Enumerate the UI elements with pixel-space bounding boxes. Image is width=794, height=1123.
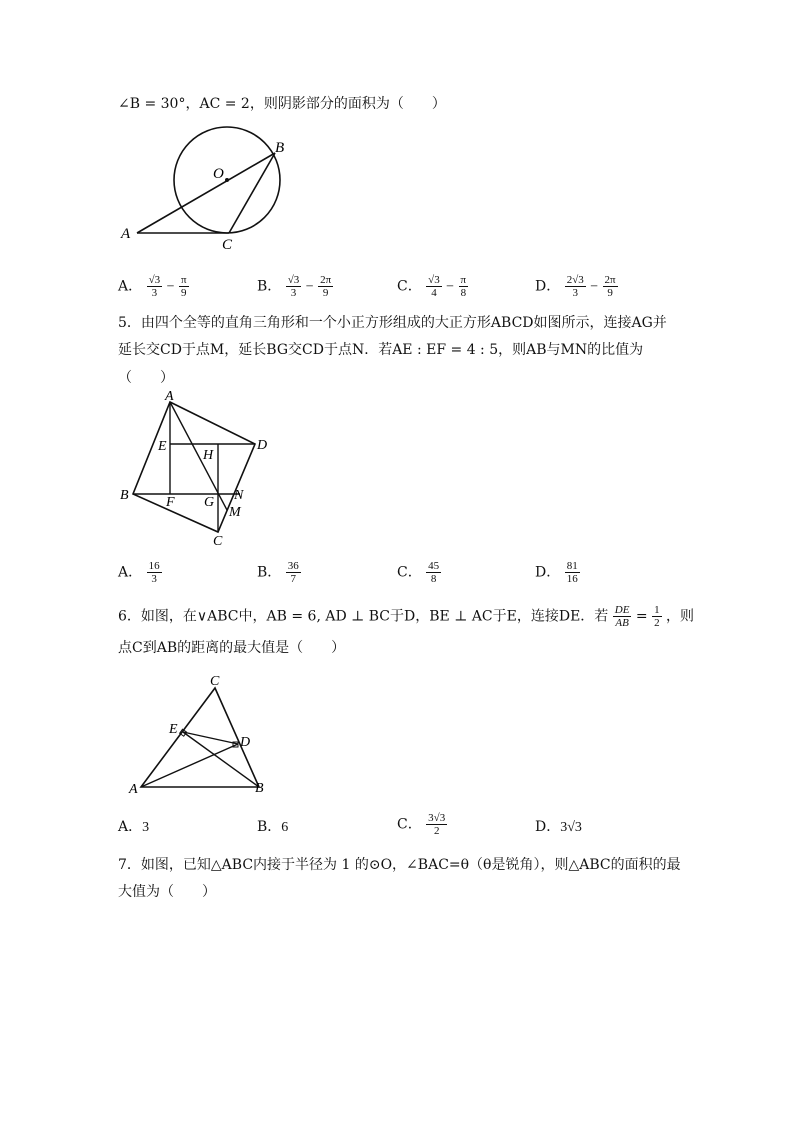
label-b: B — [275, 140, 285, 156]
svg-text:B: B — [255, 781, 264, 796]
q4-stem: ∠B = 30°，AC = 2，则阴影部分的面积为（ ） — [118, 96, 446, 112]
svg-text:D: D — [240, 735, 251, 750]
svg-text:B: B — [120, 488, 129, 503]
q7-line-2: 大值为（ ） — [118, 884, 216, 900]
q6-option-c[interactable]: C． $\frac{3√3}{2}$ — [397, 812, 446, 837]
q6-option-d[interactable]: D．3√3 — [535, 819, 582, 835]
q6-figure — [125, 672, 275, 797]
q4-option-d[interactable]: D． $\frac{2√3}{3}$ − $\frac{2\pi}{9}$ — [535, 274, 616, 299]
q5-line-3: （ ） — [118, 370, 174, 386]
q5-option-a[interactable]: A． $\frac{16}{3}$ — [118, 560, 160, 585]
svg-text:G: G — [204, 495, 215, 510]
label-o: O — [213, 166, 224, 182]
label-a: A — [121, 226, 131, 242]
svg-text:A: A — [165, 390, 174, 404]
q5-option-b[interactable]: B． $\frac{36}{7}$ — [257, 560, 299, 585]
svg-text:M: M — [229, 505, 241, 520]
svg-text:E: E — [158, 439, 167, 454]
q5-figure — [115, 390, 280, 550]
svg-text:H: H — [203, 448, 214, 463]
svg-text:N: N — [234, 488, 244, 503]
q4-option-a[interactable]: A． $\frac{√3}{3}$ − $\frac{\pi}{9}$ — [118, 274, 187, 299]
q5-line-1: 5．由四个全等的直角三角形和一个小正方形组成的大正方形ABCD如图所示，连接AG并 — [118, 315, 667, 331]
q7-line-1: 7．如图，已知△ABC内接于半径为 1 的⊙O，∠BAC=θ（θ是锐角），则△ABC的面积的最 — [118, 857, 681, 873]
segment-bc — [229, 153, 275, 233]
q4-option-c[interactable]: C． $\frac{√3}{4}$ − $\frac{\pi}{8}$ — [397, 274, 467, 299]
q6-option-a[interactable]: A．3 — [118, 819, 150, 835]
q5-line-2: 延长交CD于点M，延长BG交CD于点N．若AE : EF = 4 : 5，则AB与MN的比值为 — [118, 342, 644, 358]
svg-text:D: D — [257, 438, 268, 453]
svg-text:C: C — [213, 534, 223, 549]
segment-ab — [137, 153, 275, 233]
q6-line-1: 6．如图，在∨ABC中，AB = 6, AD ⊥ BC于D，BE ⊥ AC于E，连接DE．若 $\frac{DE}{AB}$ = $\frac{1}{2}$ ，则 — [118, 604, 695, 629]
q6-option-b[interactable]: B．6 — [257, 819, 289, 835]
svg-text:F: F — [166, 495, 175, 510]
q6-line-2: 点C到AB的距离的最大值是（ ） — [118, 640, 346, 656]
q4-option-b[interactable]: B． $\frac{√3}{3}$ − $\frac{2\pi}{9}$ — [257, 274, 332, 299]
q4-figure — [115, 125, 295, 255]
svg-text:E: E — [169, 722, 178, 737]
q5-option-d[interactable]: D． $\frac{81}{16}$ — [535, 560, 578, 585]
segment-ad — [141, 744, 238, 787]
label-c: C — [222, 237, 233, 253]
svg-text:A: A — [129, 782, 138, 797]
center-point — [225, 178, 229, 182]
q5-option-c[interactable]: C． $\frac{45}{8}$ — [397, 560, 440, 585]
svg-text:C: C — [210, 674, 220, 689]
